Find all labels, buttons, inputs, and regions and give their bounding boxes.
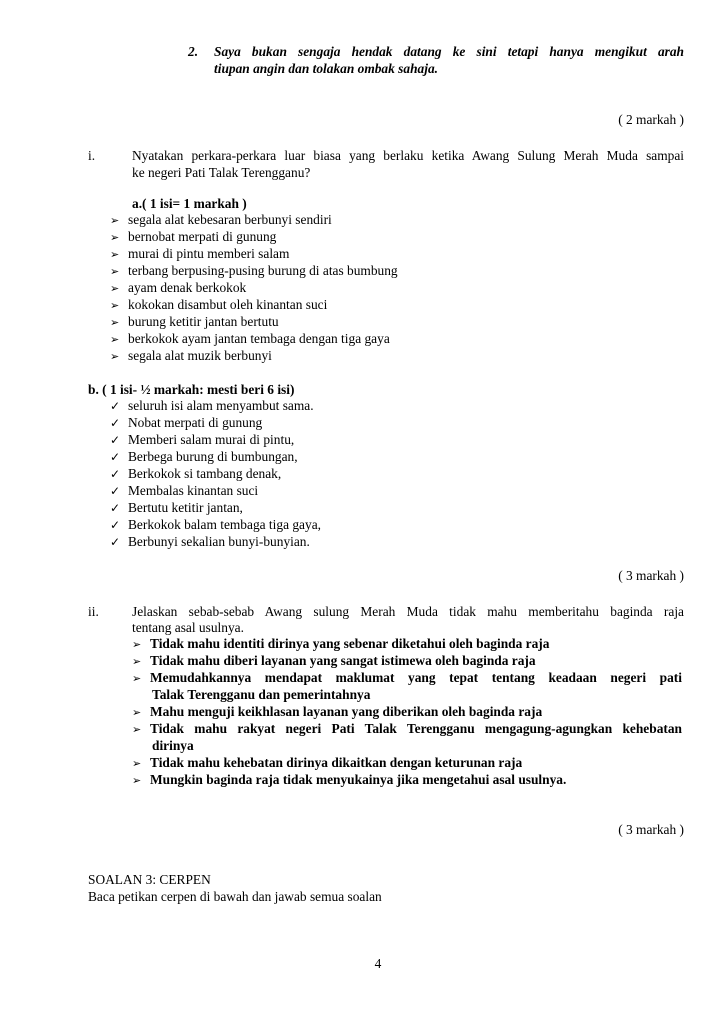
item-text-line1: Saya bukan sengaja hendak datang ke sini tetapi hanya mengikut arah: [214, 44, 684, 59]
arrow-bullet-icon: ➢: [110, 316, 120, 329]
arrow-bullet-icon: ➢: [110, 350, 120, 363]
part-a-header: a.( 1 isi= 1 markah ): [132, 196, 247, 211]
page-number: 4: [374, 956, 382, 971]
arrow-bullet-icon: ➢: [132, 638, 142, 651]
question-text-line1: Jelaskan sebab-sebab Awang sulung Merah Muda tidak mahu memberitahu baginda raja: [132, 604, 684, 619]
list-item: ➢ segala alat muzik berbunyi: [110, 348, 272, 363]
list-item: ➢ burung ketitir jantan bertutu: [110, 314, 279, 329]
question-text-line2: tentang asal usulnya.: [132, 620, 244, 635]
list-item: ➢ Tidak mahu kehebatan dirinya dikaitkan dengan keturunan raja: [132, 755, 523, 770]
checkmark-icon: ✓: [110, 450, 121, 464]
item-number: 2.: [188, 44, 199, 59]
checkmark-icon: ✓: [110, 518, 121, 532]
list-item: ➢ bernobat merpati di gunung: [110, 229, 277, 244]
arrow-bullet-icon: ➢: [110, 248, 120, 261]
list-item: ✓ Berbega burung di bumbungan,: [110, 449, 298, 464]
arrow-bullet-icon: ➢: [110, 282, 120, 295]
arrow-bullet-icon: ➢: [132, 655, 142, 668]
arrow-bullet-icon: ➢: [110, 333, 120, 346]
checkmark-icon: ✓: [110, 399, 121, 413]
marks-label: ( 2 markah ): [618, 112, 684, 127]
list-item: ✓ Nobat merpati di gunung: [110, 415, 263, 430]
question-text-line2: ke negeri Pati Talak Terengganu?: [132, 165, 311, 180]
list-item: ✓ Membalas kinantan suci: [110, 483, 259, 498]
checkmark-icon: ✓: [110, 484, 121, 498]
list-item: ✓ Memberi salam murai di pintu,: [110, 432, 295, 447]
list-item: ✓ seluruh isi alam menyambut sama.: [110, 398, 314, 413]
question-text-line1: Nyatakan perkara-perkara luar biasa yang berlaku ketika Awang Sulung Merah Muda sampai: [132, 148, 684, 163]
item-text-line2: tiupan angin dan tolakan ombak sahaja.: [214, 61, 438, 76]
arrow-bullet-icon: ➢: [110, 265, 120, 278]
list-item: ➢ murai di pintu memberi salam: [110, 246, 290, 261]
list-item: ➢ ayam denak berkokok: [110, 280, 247, 295]
checkmark-icon: ✓: [110, 535, 121, 549]
list-item: ✓ Berbunyi sekalian bunyi-bunyian.: [110, 534, 310, 549]
list-item: ➢ Tidak mahu identiti dirinya yang sebenar diketahui oleh baginda raja: [132, 636, 550, 651]
list-item: ➢ Tidak mahu rakyat negeri Pati Talak Terengganu mengagung-agungkan kehebatan: [132, 721, 682, 736]
section-instruction: Baca petikan cerpen di bawah dan jawab semua soalan: [88, 889, 382, 904]
question-number: i.: [88, 148, 96, 163]
arrow-bullet-icon: ➢: [132, 706, 142, 719]
list-item: ➢ Mungkin baginda raja tidak menyukainya jika mengetahui asal usulnya.: [132, 772, 567, 787]
list-item: ➢ kokokan disambut oleh kinantan suci: [110, 297, 328, 312]
question-number: ii.: [88, 604, 99, 619]
list-item: ➢ Mahu menguji keikhlasan layanan yang diberikan oleh baginda raja: [132, 704, 543, 719]
list-item-continuation: dirinya: [152, 738, 194, 753]
arrow-bullet-icon: ➢: [110, 214, 120, 227]
arrow-bullet-icon: ➢: [110, 231, 120, 244]
arrow-bullet-icon: ➢: [132, 723, 142, 736]
arrow-bullet-icon: ➢: [110, 299, 120, 312]
list-item: ✓ Berkokok balam tembaga tiga gaya,: [110, 517, 321, 532]
marks-label: ( 3 markah ): [618, 822, 684, 837]
list-item: ✓ Berkokok si tambang denak,: [110, 466, 282, 481]
list-item: ➢ terbang berpusing-pusing burung di atas bumbung: [110, 263, 398, 278]
checkmark-icon: ✓: [110, 416, 121, 430]
checkmark-icon: ✓: [110, 501, 121, 515]
section-title: SOALAN 3: CERPEN: [88, 872, 211, 887]
arrow-bullet-icon: ➢: [132, 757, 142, 770]
marks-label: ( 3 markah ): [618, 568, 684, 583]
checkmark-icon: ✓: [110, 433, 121, 447]
list-item-continuation: Talak Terengganu dan pemerintahnya: [152, 687, 371, 702]
list-item: ➢ Memudahkannya mendapat maklumat yang tepat tentang keadaan negeri pati: [132, 670, 682, 685]
arrow-bullet-icon: ➢: [132, 774, 142, 787]
list-item: ✓ Bertutu ketitir jantan,: [110, 500, 243, 515]
list-item: ➢ berkokok ayam jantan tembaga dengan tiga gaya: [110, 331, 390, 346]
checkmark-icon: ✓: [110, 467, 121, 481]
part-b-header: b. ( 1 isi- ½ markah: mesti beri 6 isi): [88, 382, 295, 397]
list-item: ➢ segala alat kebesaran berbunyi sendiri: [110, 212, 332, 227]
arrow-bullet-icon: ➢: [132, 672, 142, 685]
list-item: ➢ Tidak mahu diberi layanan yang sangat istimewa oleh baginda raja: [132, 653, 536, 668]
